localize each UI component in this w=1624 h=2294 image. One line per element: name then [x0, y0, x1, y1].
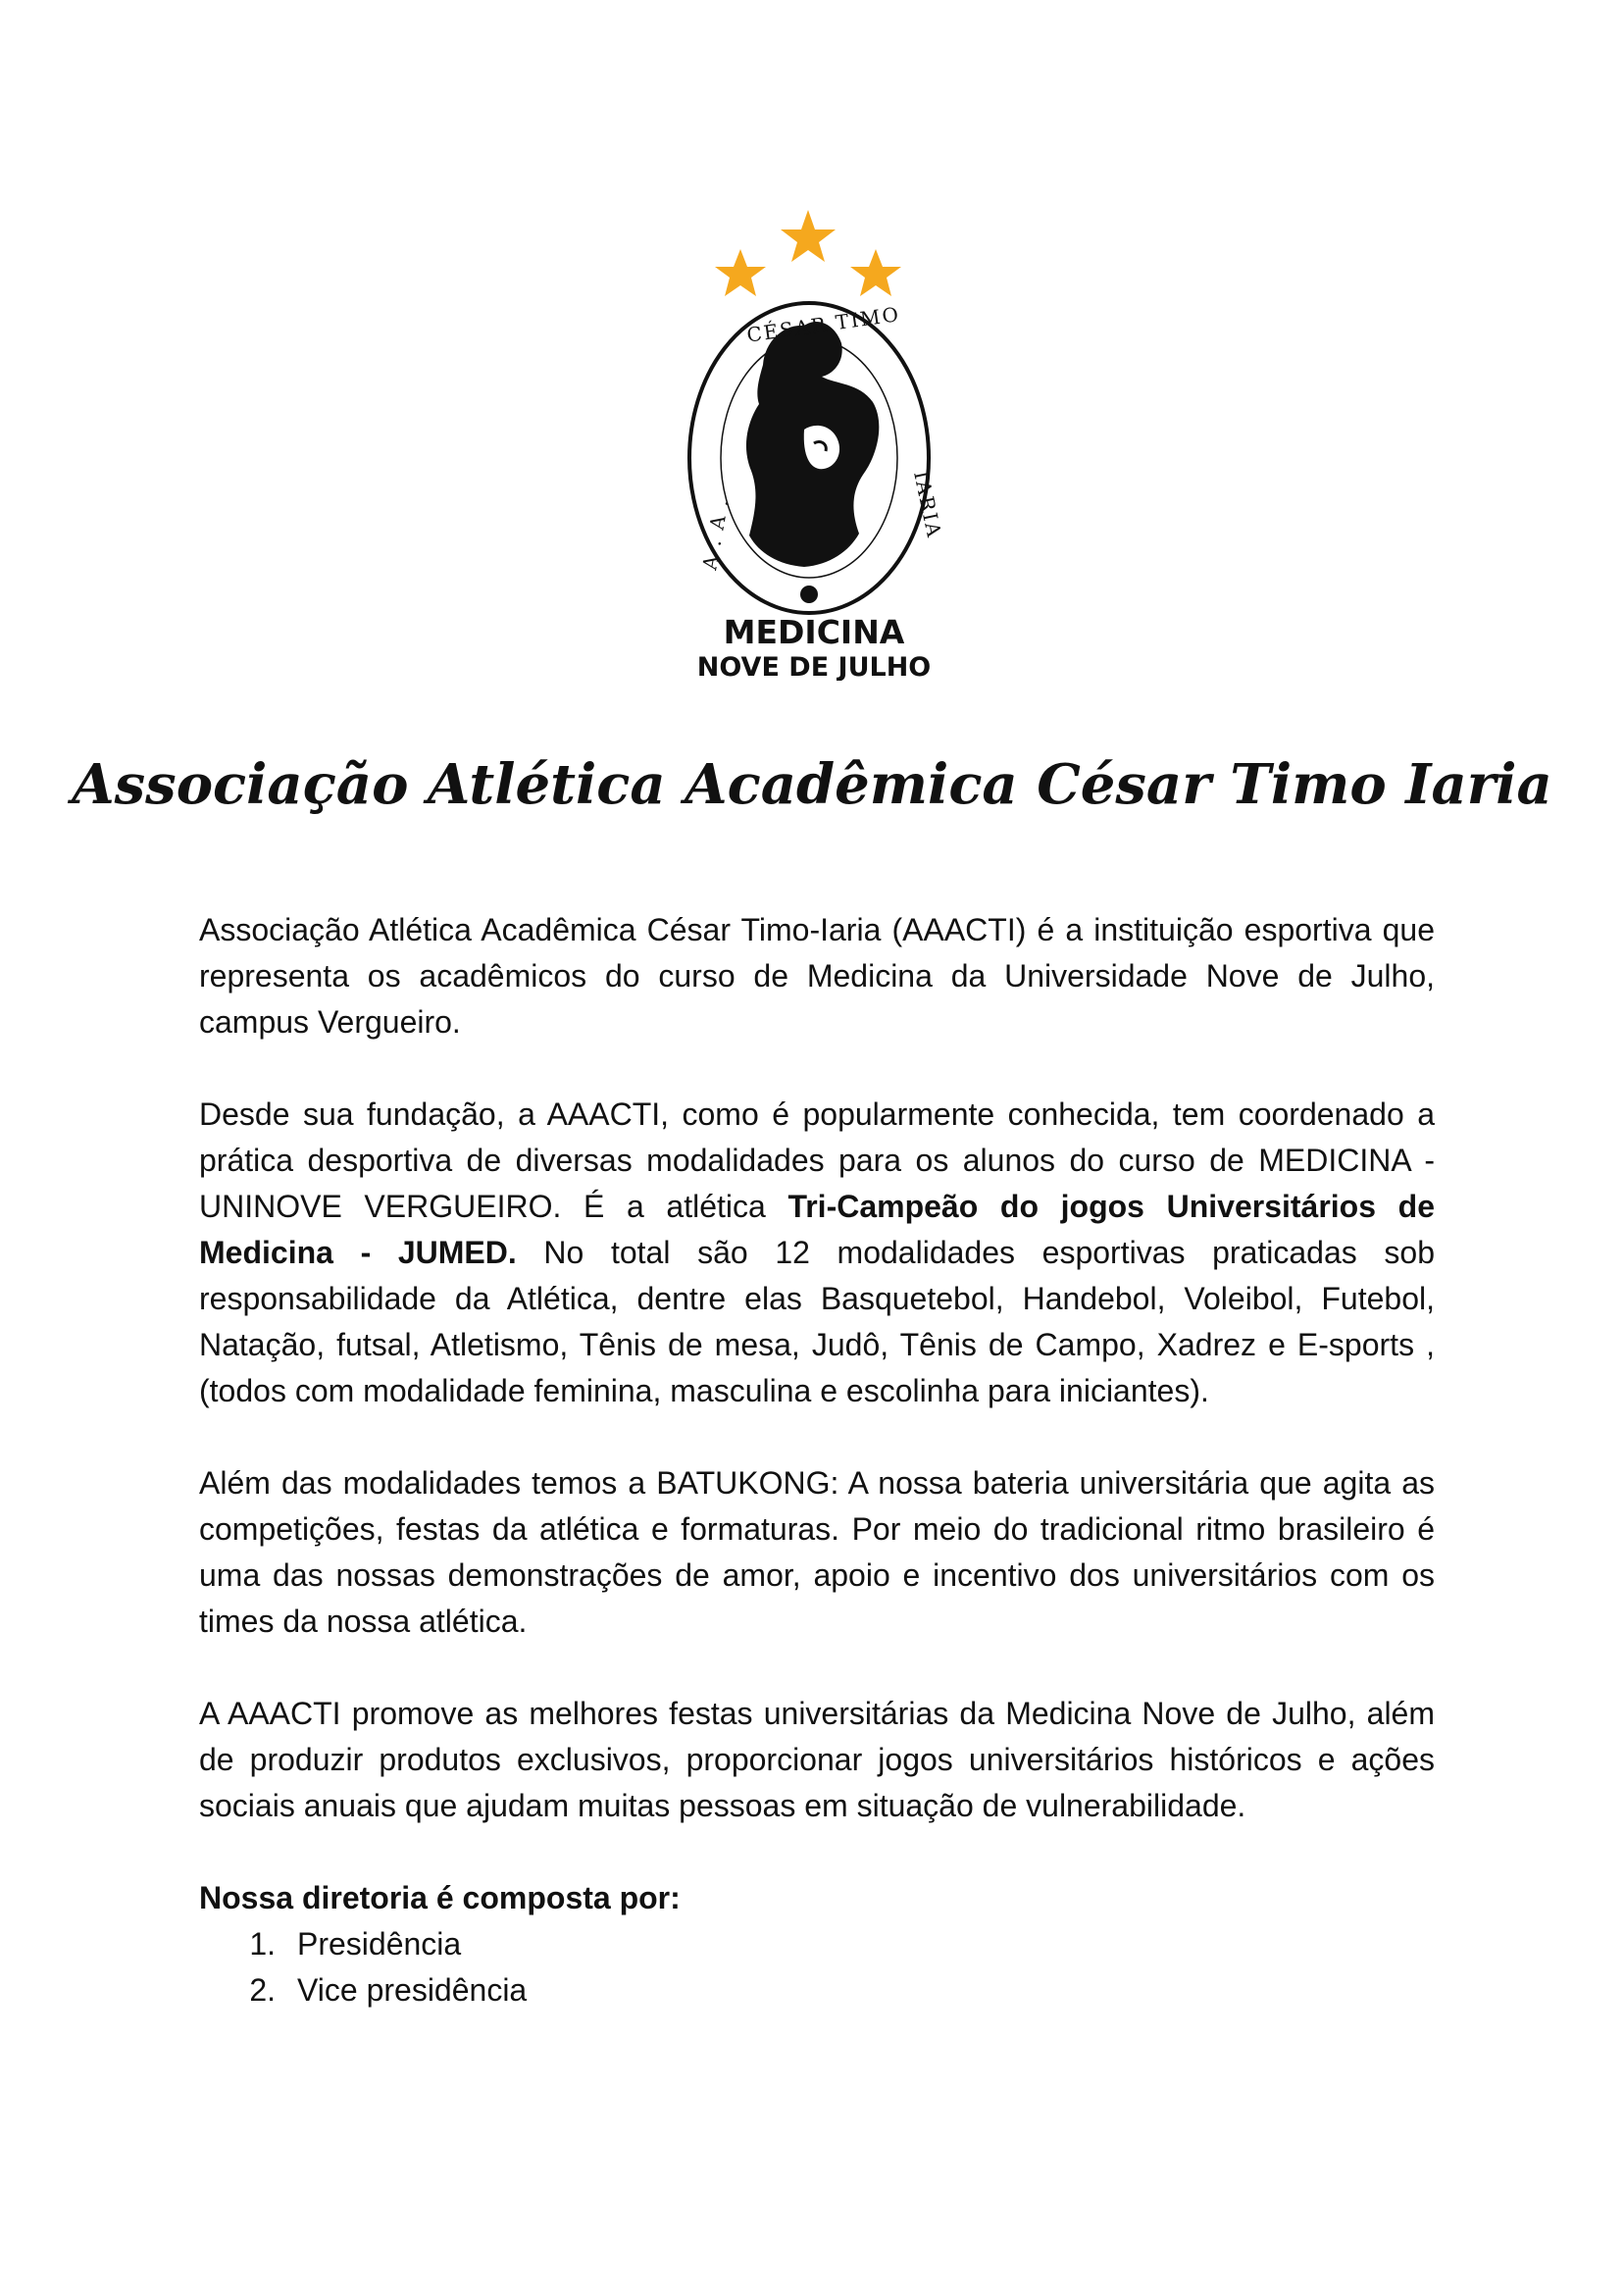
dot-icon [800, 586, 818, 603]
star-icon [715, 210, 901, 296]
paragraph-history-part-1: Desde sua fundação, a AAACTI, como é popularmente conhecida, tem coordenado a prática desportiva de diversas modalidades para os alunos do curso de MEDICINA - UNINOVE VERGUEIRO. É a atlética [199, 1096, 1435, 1224]
paragraph-events: A AAACTI promove as melhores festas universitárias da Medicina Nove de Julho, além de produzir produtos exclusivos, proporcionar jogos universitários históricos e ações sociais anuais que ajudam muitas pessoas em situação de vulnerabilidade. [199, 1696, 1435, 1823]
list-item [199, 1967, 1435, 2014]
logo-line-1: MEDICINA [723, 613, 905, 651]
paragraph-intro: Associação Atlética Acadêmica César Timo-Iaria (AAACTI) é a instituição esportiva que representa os acadêmicos do curso de Medicina da Universidade Nove de Julho, campus Vergueiro. [199, 912, 1435, 1040]
paragraph-history [199, 1092, 1435, 1414]
paragraph-history-highlight: Tri-Campeão do jogos Universitários de Medicina - JUMED. [199, 1189, 1436, 1270]
paragraph-history-part-2: No total são 12 modalidades esportivas praticadas sob responsabilidade da Atlética, dentre elas Basquetebol, Handebol, Voleibol, Futebol, Natação, futsal, Atletismo, Tênis de mesa, Judô, Tênis de Campo, Xadrez e E-sports , (todos com modalidade feminina, masculina e escolinha para iniciantes). [199, 1235, 1435, 1408]
list-item-number: 1. [249, 1926, 276, 1962]
list-item-number: 2. [249, 1972, 276, 2008]
logo-line-2: NOVE DE JULHO [696, 652, 932, 681]
list-item-label: Vice presidência [297, 1972, 528, 2008]
list-item-label: Presidência [297, 1926, 462, 1962]
diretoria-list [199, 1921, 1435, 2014]
ring-text-left: A . A . [697, 495, 734, 572]
ring-text-right: IARIA [909, 469, 947, 541]
page-title: Associação Atlética Acadêmica César Timo Iaria [72, 752, 1552, 817]
ring-text-top: CÉSAR TIMO [744, 302, 902, 347]
list-item [199, 1921, 1435, 1967]
club-logo [657, 208, 971, 681]
paragraph-batukong: Além das modalidades temos a BATUKONG: A nossa bateria universitária que agita as competições, festas da atlética e formaturas. Por meio do tradicional ritmo brasileiro é uma das nossas demonstrações de amor, apoio e incentivo dos universitários com os times da nossa atlética. [199, 1465, 1435, 1639]
diretoria-heading: Nossa diretoria é composta por: [199, 1880, 681, 1915]
document-body [199, 907, 1435, 2014]
